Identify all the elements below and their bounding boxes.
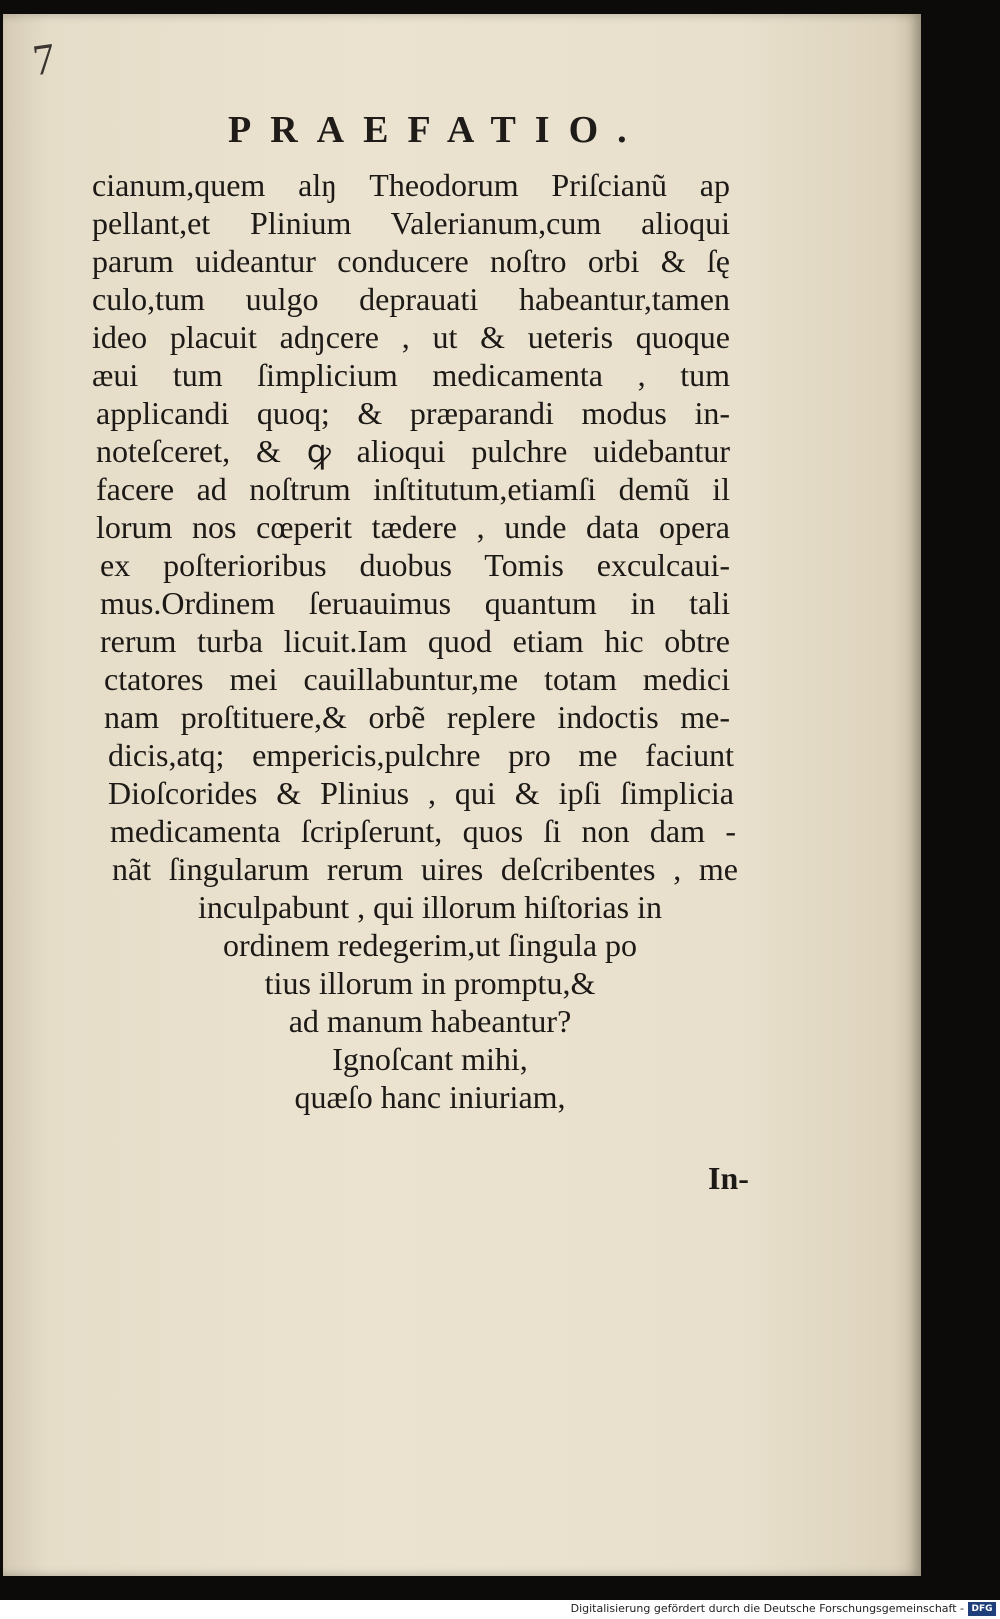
text-line: mus.Ordinem ſeruauimus quantum in tali: [100, 585, 730, 621]
text-line: cianum,quem alŋ Theodorum Priſcianũ ap: [92, 167, 730, 203]
catchword: In-: [708, 1160, 749, 1196]
text-line: nam proſtituere,& orbẽ replere indoctis me-: [104, 699, 730, 735]
text-line: ex poſterioribus duobus Tomis exculcaui-: [100, 547, 730, 583]
text-line: Dioſcorides & Plinius , qui & ipſi ſimplicia: [108, 775, 734, 811]
text-line: ordinem redegerim,ut ſingula po: [222, 927, 638, 963]
text-line: applicandi quoq; & præparandi modus in-: [96, 395, 730, 431]
text-line: ideo placuit adŋcere , ut & ueteris quoque: [92, 319, 730, 355]
running-head: PRAEFATIO.: [228, 109, 646, 151]
text-line: parum uideantur conducere noſtro orbi & ſę: [92, 243, 730, 279]
footer-credit: Digitalisierung gefördert durch die Deutsche Forschungsgemeinschaft -: [570, 1602, 964, 1615]
text-line: lorum nos cœperit tædere , unde data opera: [96, 509, 730, 545]
text-line: nãt ſingularum rerum uires deſcribentes , me: [112, 851, 738, 887]
text-line: ad manum habeantur?: [288, 1003, 572, 1039]
text-line: æui tum ſimplicium medicamenta , tum: [92, 357, 730, 393]
text-line: quæſo hanc iniuriam,: [294, 1079, 566, 1115]
text-line: inculpabunt , qui illorum hiſtorias in: [198, 889, 662, 925]
text-line: Ignoſcant mihi,: [332, 1041, 528, 1077]
text-line: culo,tum uulgo deprauati habeantur,tamen: [92, 281, 730, 317]
text-line: pellant,et Plinium Valerianum,cum alioqui: [92, 205, 730, 241]
text-line: ctatores mei cauillabuntur,me totam medici: [104, 661, 730, 697]
text-line: noteſceret, & ꝙ alioqui pulchre uidebantur: [96, 433, 730, 469]
text-line: rerum turba licuit.Iam quod etiam hic obtre: [100, 623, 730, 659]
dfg-logo: DFG: [968, 1602, 996, 1616]
text-line: tius illorum in promptu,&: [264, 965, 596, 1001]
text-line: facere ad noſtrum inſtitutum,etiamſi demũ il: [96, 471, 730, 507]
text-line: dicis,atq; empericis,pulchre pro me faciunt: [108, 737, 734, 773]
page-mark: 7: [29, 33, 59, 86]
text-line: medicamenta ſcripſerunt, quos ſi non dam -: [110, 813, 736, 849]
